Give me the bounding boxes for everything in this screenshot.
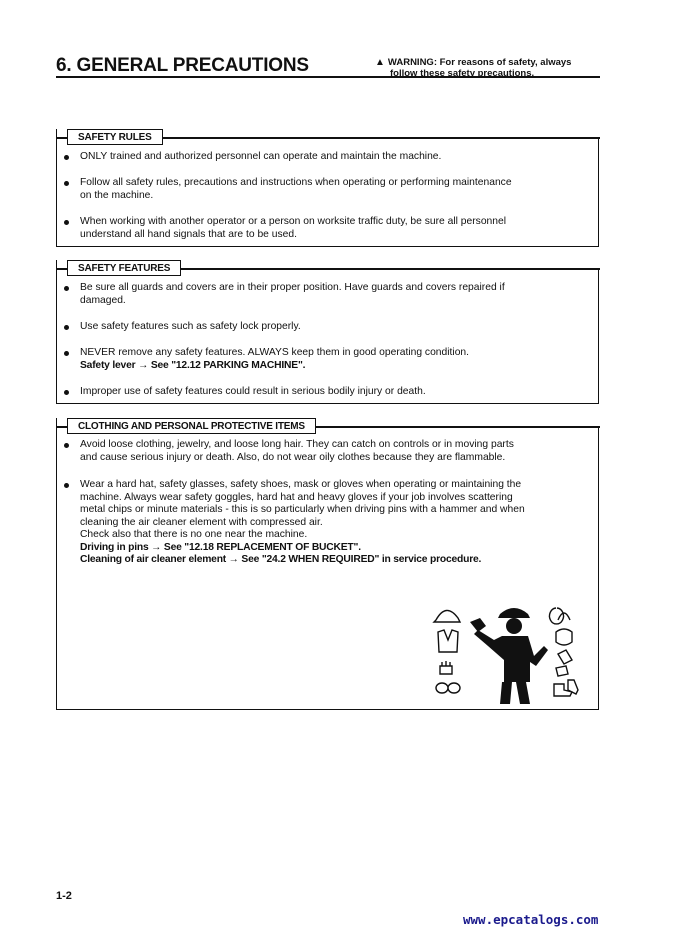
safety-boots-icon	[554, 680, 578, 696]
list-item: ONLY trained and authorized personnel can operate and maintain the machine.	[57, 151, 597, 164]
glove-icon	[440, 661, 452, 674]
protective-equipment-illustration	[430, 600, 590, 705]
vest-icon	[438, 630, 458, 652]
hard-hat-icon	[434, 610, 460, 622]
cross-reference: Safety lever → See "12.12 PARKING MACHINE".	[80, 359, 306, 371]
bullet-icon	[64, 155, 69, 160]
warning-line-2: follow these safety precautions.	[390, 68, 535, 79]
list-item: When working with another operator or a person on worksite traffic duty, be sure all personnel understand all hand signals that are to be used.	[57, 216, 597, 241]
bullet-icon	[64, 351, 69, 356]
goggles-icon	[436, 683, 460, 693]
list-item: Wear a hard hat, safety glasses, safety shoes, mask or gloves when operating or maintaining the machine. Always wear safety goggles, hard hat and heavy gloves if your job involves scattering metal chips or minute materials - this is so particularly when driving pins with a hammer and when cleaning the air cleaner element with compressed air. Check also that there is no one near the machine. Driving in pins → See "12.18 REPLACEMENT OF BUCKET". Cleaning of air cleaner element → See "24.2 WHEN REQUIRED" in service procedure.	[57, 479, 597, 567]
bullet-icon	[64, 181, 69, 186]
heavy-gloves-icon	[556, 650, 572, 676]
bullet-icon	[64, 483, 69, 488]
page-title: 6. GENERAL PRECAUTIONS	[56, 55, 309, 76]
section-heading: SAFETY RULES	[67, 129, 163, 145]
bullet-icon	[64, 390, 69, 395]
mask-icon	[556, 629, 572, 645]
bullet-icon	[64, 286, 69, 291]
section-safety-rules	[56, 132, 599, 247]
section-heading: SAFETY FEATURES	[67, 260, 181, 276]
bullet-icon	[64, 325, 69, 330]
ear-muffs-icon	[550, 608, 571, 624]
list-item: Improper use of safety features could result in serious bodily injury or death.	[57, 386, 597, 399]
list-item: Use safety features such as safety lock properly.	[57, 321, 597, 334]
cross-reference: Driving in pins → See "12.18 REPLACEMENT OF BUCKET".	[80, 541, 361, 553]
warning-line-1: WARNING: For reasons of safety, always	[387, 57, 572, 68]
list-item: NEVER remove any safety features. ALWAYS keep them in good operating condition. Safety lever → See "12.12 PARKING MACHINE".	[57, 347, 597, 372]
list-item: Be sure all guards and covers are in their proper position. Have guards and covers repaired if damaged.	[57, 282, 597, 307]
section-heading: CLOTHING AND PERSONAL PROTECTIVE ITEMS	[67, 418, 316, 434]
section-safety-features	[56, 263, 599, 404]
cross-reference: Cleaning of air cleaner element → See "24.2 WHEN REQUIRED" in service procedure.	[80, 554, 482, 565]
footer-site-link[interactable]: www.epcatalogs.com	[463, 912, 599, 927]
list-item: Avoid loose clothing, jewelry, and loose long hair. They can catch on controls or in moving parts and cause serious injury or death. Also, do not wear oily clothes because they are flammable.	[57, 439, 597, 464]
list-item: Follow all safety rules, precautions and instructions when operating or performing maintenance on the machine.	[57, 177, 597, 202]
bullet-icon	[64, 220, 69, 225]
worker-figure	[470, 608, 548, 704]
warning-note	[375, 57, 605, 79]
page-number: 1-2	[56, 890, 72, 902]
bullet-icon	[64, 443, 69, 448]
warning-triangle-icon: ▲	[375, 57, 385, 68]
